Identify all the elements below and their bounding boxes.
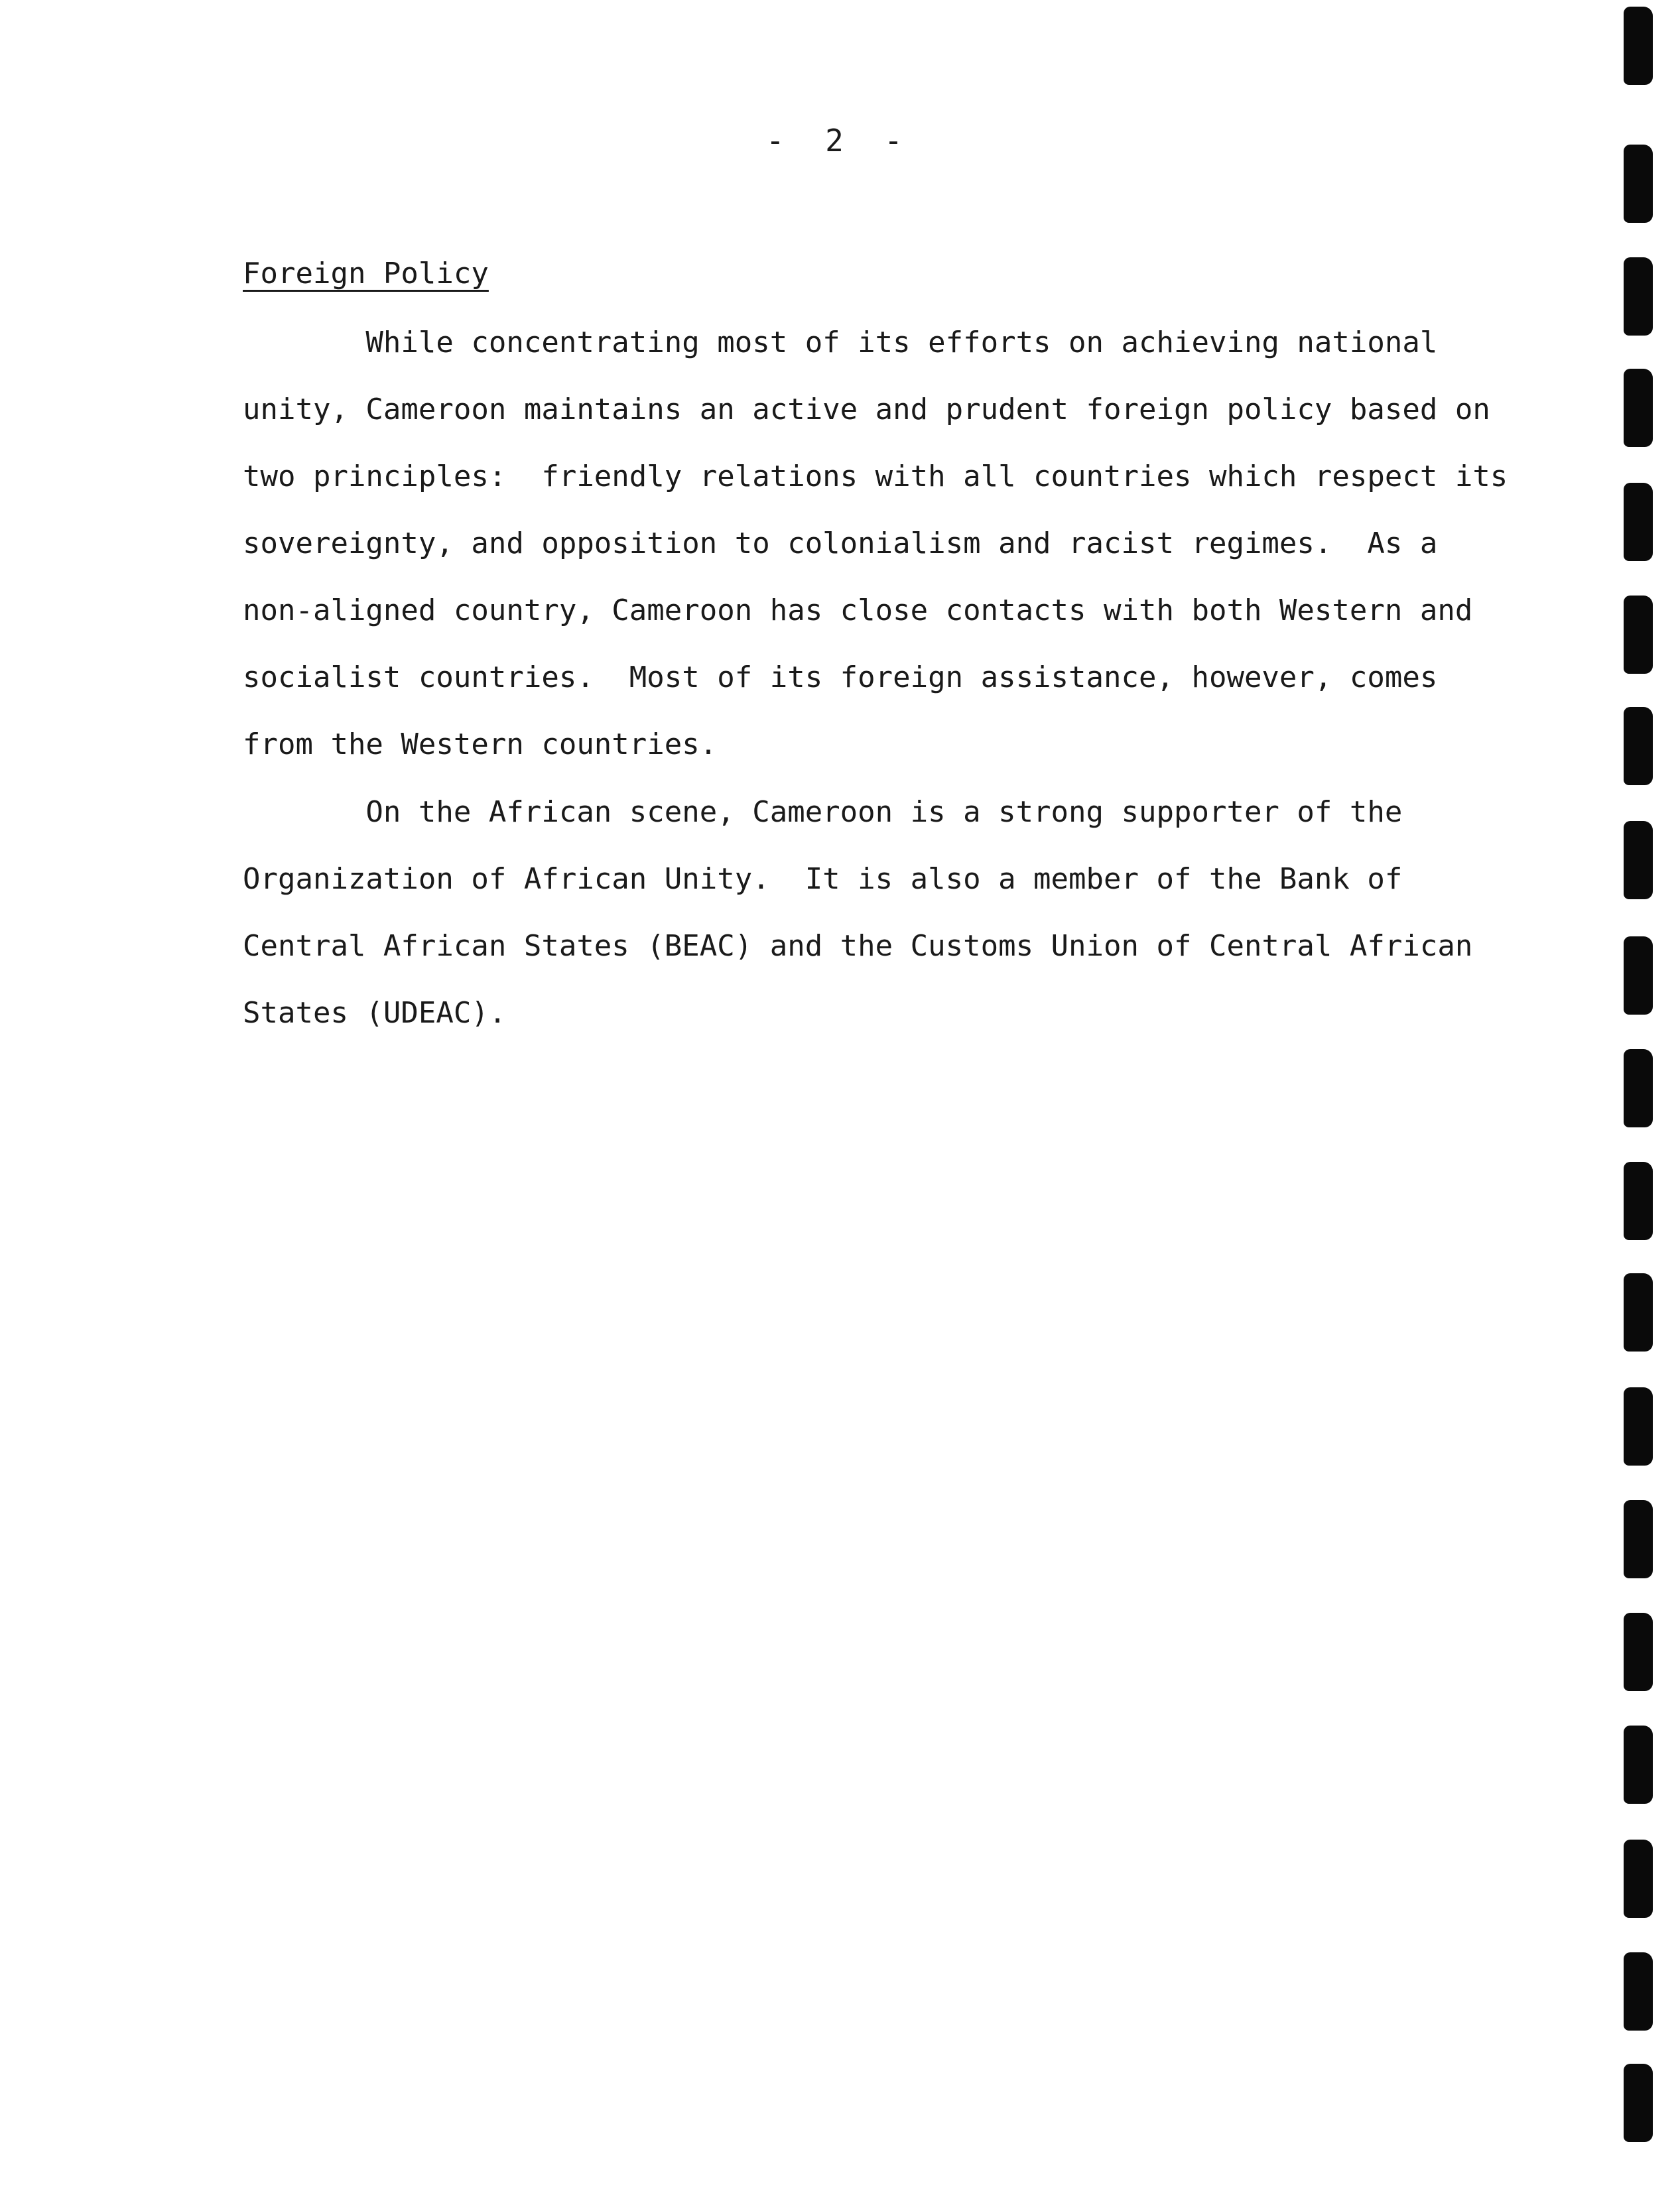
binding-hole-mark	[1624, 145, 1653, 223]
binding-hole-mark	[1624, 1613, 1653, 1691]
binding-hole-mark	[1624, 1387, 1653, 1466]
binding-holes-strip	[1624, 0, 1670, 2205]
binding-hole-mark	[1624, 1500, 1653, 1578]
binding-hole-mark	[1624, 483, 1653, 561]
binding-hole-mark	[1624, 369, 1653, 447]
binding-hole-mark	[1624, 257, 1653, 336]
text-line: sovereignty, and opposition to colonialism and racist regimes. As a	[243, 527, 1438, 560]
text-line: socialist countries. Most of its foreign assistance, however, comes	[243, 661, 1438, 694]
binding-hole-mark	[1624, 1162, 1653, 1240]
binding-hole-mark	[1624, 936, 1653, 1015]
binding-hole-mark	[1624, 7, 1653, 85]
page-number: - 2 -	[766, 123, 904, 158]
paragraph-african-scene	[243, 779, 1472, 1046]
binding-hole-mark	[1624, 821, 1653, 899]
text-line: two principles: friendly relations with all countries which respect its	[243, 460, 1508, 493]
binding-hole-mark	[1624, 2064, 1653, 2142]
binding-hole-mark	[1624, 1952, 1653, 2031]
binding-hole-mark	[1624, 1726, 1653, 1804]
binding-hole-mark	[1624, 1049, 1653, 1127]
binding-hole-mark	[1624, 707, 1653, 785]
binding-hole-mark	[1624, 1840, 1653, 1918]
text-line: On the African scene, Cameroon is a strong supporter of the	[243, 795, 1403, 829]
text-line: from the Western countries.	[243, 727, 718, 761]
binding-hole-mark	[1624, 1273, 1653, 1352]
text-line: Organization of African Unity. It is also a member of the Bank of	[243, 862, 1403, 896]
text-line: non-aligned country, Cameroon has close contacts with both Western and	[243, 594, 1473, 627]
text-line: States (UDEAC).	[243, 996, 507, 1030]
text-line: unity, Cameroon maintains an active and prudent foreign policy based on	[243, 393, 1490, 426]
text-line: Central African States (BEAC) and the Customs Union of Central African	[243, 929, 1473, 963]
binding-hole-mark	[1624, 596, 1653, 674]
paragraph-foreign-policy	[243, 309, 1508, 778]
section-heading: Foreign Policy	[243, 257, 489, 290]
text-line: While concentrating most of its efforts on achieving national	[243, 326, 1438, 359]
